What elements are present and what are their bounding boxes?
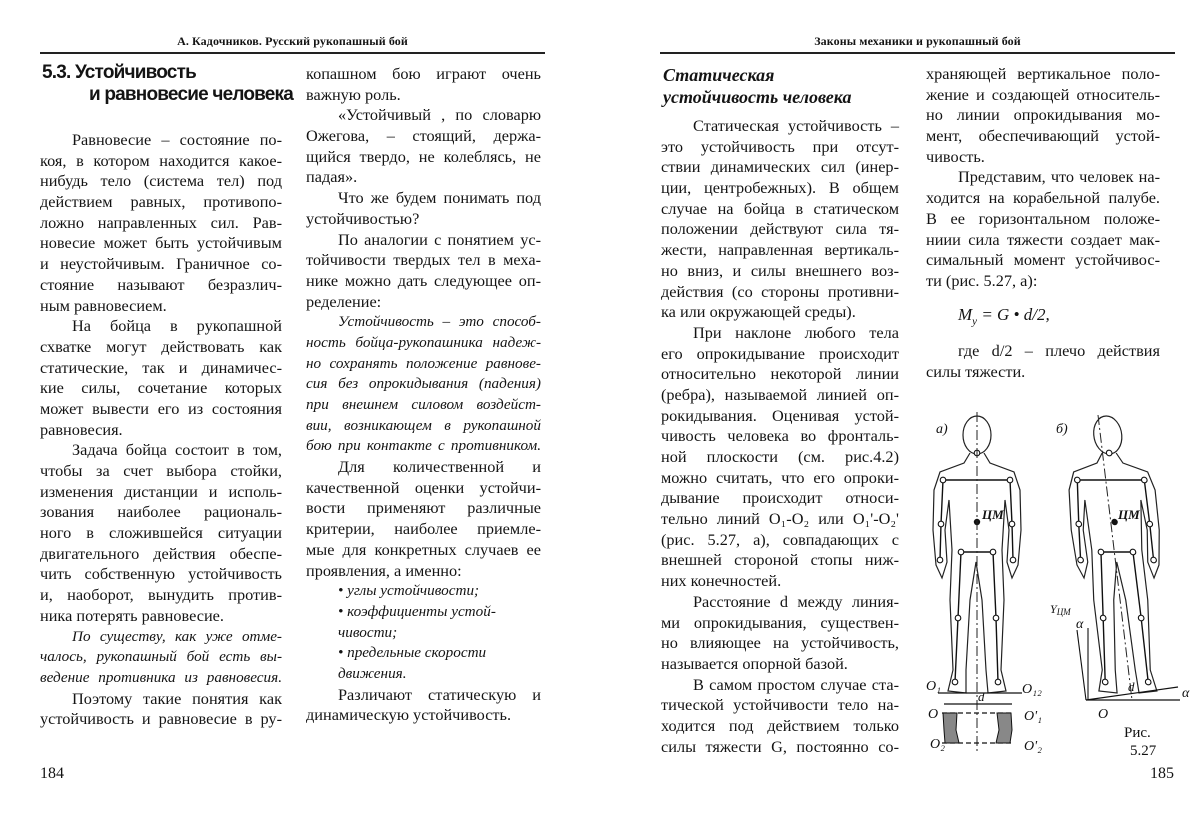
text-line: двигательного действия обеспе- — [40, 543, 282, 563]
text-column-3 — [661, 116, 899, 757]
text-line: но вниз, и силы внешнего воз- — [661, 260, 899, 280]
text-line: чить собственную устойчивость — [40, 564, 282, 584]
text-line: важную роль. — [306, 84, 401, 104]
label-d-b: d — [1128, 679, 1135, 694]
text-line: ходится на корабельной палубе. — [926, 188, 1160, 208]
text-line: движения. — [338, 664, 407, 682]
label-o1: O₁ — [926, 679, 941, 694]
header-rule-left — [40, 52, 545, 54]
text-line: них конечностей. — [661, 571, 782, 591]
text-line: • углы устойчивости; — [338, 582, 480, 600]
text-line: зования наиболее рациональ- — [40, 502, 282, 522]
text-line: критерии, наиболее приемле- — [306, 519, 541, 539]
text-column-1 — [40, 130, 282, 730]
text-line: симальный момент устойчивос- — [926, 250, 1160, 270]
text-line: но линии опрокидывания мо- — [926, 105, 1160, 125]
text-line: храняющей вертикальное поло- — [926, 64, 1160, 83]
text-line: мент, обеспечивающий устой- — [926, 126, 1160, 146]
text-line: ной плоскости (см. рис.4.2) — [661, 447, 899, 466]
text-line: В самом простом случае ста- — [693, 674, 899, 694]
text-line: • предельные скорости — [338, 644, 487, 662]
label-cm-a: ЦМ — [982, 507, 1004, 522]
label-o-b: O — [1098, 707, 1109, 722]
subsection-heading-line: Статическая — [663, 65, 775, 85]
text-line: его опрокидывание происходит — [661, 343, 899, 363]
formula-rest: = G • d/2, — [977, 305, 1050, 324]
text-line: тойчивости твердых тел в меха- — [306, 250, 541, 270]
moment-formula — [958, 305, 1050, 327]
label-o2-prime: O'₂ — [1024, 739, 1042, 754]
text-line: может вывести его из состояния — [40, 398, 282, 418]
page-number-right: 185 — [1150, 765, 1174, 782]
text-line: На бойца в рукопашной — [72, 316, 282, 336]
text-line: ложно направленных сил. Рав- — [40, 212, 282, 232]
text-column-4b — [926, 341, 1160, 382]
text-line: Различают статическую и — [338, 684, 541, 704]
text-line: и, наоборот, вынудить против- — [40, 585, 282, 605]
text-line: рокидывания. Оценивая устой- — [661, 405, 899, 425]
text-line: «Устойчивый , по словарю — [338, 105, 541, 125]
text-line: положении действуют сила тя- — [661, 219, 899, 239]
figure-caption-1: Рис. — [1124, 725, 1151, 741]
label-d-a: d — [978, 689, 985, 704]
text-line: При наклоне любого тела — [693, 322, 899, 342]
text-line: ми опрокидывания, существен- — [661, 612, 899, 632]
text-line: силы тяжести. — [926, 361, 1026, 381]
text-line: новесие может быть устойчивым — [40, 233, 282, 253]
page-number-left: 184 — [40, 765, 64, 782]
text-line: падая». — [306, 167, 358, 187]
text-line: ствии динамических сил (инер- — [661, 157, 899, 177]
label-o12: O₁₂ — [1022, 682, 1042, 697]
text-line: случае на бойца в статическом — [661, 198, 899, 218]
text-line: при внешнем силовом воздейст- — [306, 396, 541, 413]
label-b: б) — [1056, 422, 1068, 437]
text-line: проявления, а именно: — [306, 560, 462, 580]
running-header-left: А. Кадочников. Русский рукопашный бой — [177, 34, 408, 48]
text-line: жести, направленная вертикаль- — [661, 240, 899, 260]
text-line: Задача бойца состоит в том, — [72, 440, 282, 460]
text-line: дывание происходит относи- — [661, 488, 899, 508]
label-o1-prime: O'₁ — [1024, 709, 1042, 724]
label-y-sub: ЦМ — [1056, 607, 1071, 617]
text-line: Представим, что человек на- — [958, 167, 1160, 187]
figure-caption-2: 5.27 — [1130, 743, 1157, 759]
text-line: ность бойца-рукопашника надеж- — [306, 333, 541, 351]
text-line: мые для конкретных случаев ее — [306, 539, 541, 559]
figure-b-human — [1062, 416, 1172, 693]
text-line: ределение: — [306, 291, 382, 311]
subsection-heading — [663, 64, 851, 108]
label-cm-b: ЦМ — [1118, 507, 1140, 522]
text-line: жение и создающей относитель- — [926, 84, 1160, 104]
text-line: По аналогии с понятием ус- — [338, 229, 541, 249]
text-line: Для количественной и — [338, 457, 541, 477]
text-line: но влияющее на устойчивость, — [661, 633, 899, 653]
text-line: относительно некоторой линии — [661, 364, 899, 384]
text-column-4 — [926, 64, 1160, 292]
text-line: можно считать, что его опроки- — [661, 467, 899, 487]
text-line: ти (рис. 5.27, а): — [926, 270, 1038, 290]
label-o2: O₂ — [930, 737, 945, 752]
label-a: а) — [936, 422, 948, 437]
text-line: внешней стороной стопы ниж- — [661, 550, 899, 570]
figure-5-27 — [900, 400, 1200, 780]
label-alpha-right: α — [1182, 686, 1190, 701]
text-line: силы тяжести G, постоянно со- — [661, 736, 899, 756]
text-line: где d/2 – плечо действия — [958, 341, 1160, 360]
text-line: • коэффициенты устой- — [338, 602, 496, 620]
section-heading-line: 5.3. Устойчивость — [42, 62, 196, 83]
text-line: ника потерять равновесие. — [40, 605, 224, 625]
text-line: но сохранять положение равнове- — [306, 354, 541, 372]
text-line: Расстояние d между линия- — [693, 591, 899, 611]
text-line: динамическую устойчивость. — [306, 705, 512, 725]
section-heading-line: и равновесие человека — [89, 84, 294, 105]
text-line: стояние называют безразлич- — [40, 274, 282, 294]
text-line: копашном бою играют очень — [306, 64, 541, 83]
text-line: ным равновесием. — [40, 295, 167, 315]
text-line: Устойчивость – это способ- — [338, 313, 541, 331]
text-line: Что же будем понимать под — [338, 188, 541, 208]
label-y-cm — [1050, 602, 1071, 617]
text-line: ведение противника из равновесия. — [40, 668, 282, 686]
text-line: ходится под действием только — [661, 715, 899, 735]
label-y-main: Y — [1050, 602, 1057, 616]
text-line: Равновесие – состояние по- — [72, 130, 282, 149]
text-line: вости применяют различные — [306, 498, 541, 518]
text-line: равновесия. — [40, 419, 123, 439]
text-line: ции, центробежных). В общем — [661, 178, 899, 198]
text-line: По существу, как уже отме- — [72, 627, 282, 645]
label-alpha-top: α — [1076, 617, 1084, 632]
text-line: Ожегова, – стоящий, держа- — [306, 126, 541, 146]
text-line: нике можно дать следующее оп- — [306, 270, 541, 290]
text-line: чивости; — [338, 623, 398, 641]
text-line: В ее горизонтальном положе- — [926, 208, 1160, 228]
text-line: и неустойчивым. Граничное со- — [40, 254, 282, 274]
text-line: сия без опрокидывания (падения) — [306, 375, 541, 393]
text-line: Поэтому такие понятия как — [72, 688, 282, 708]
text-line: Статическая устойчивость – — [693, 116, 899, 135]
text-line: (рис. 5.27, а), совпадающих с — [661, 529, 899, 549]
text-column-2 — [306, 64, 541, 726]
formula-main: M — [958, 305, 973, 324]
text-line: чивость человека во фронталь- — [661, 426, 899, 446]
text-line: (ребра), называемой линией оп- — [661, 384, 899, 404]
text-line: чивость. — [926, 146, 985, 166]
text-line: устойчивостью? — [306, 208, 420, 228]
text-line: устойчивость и равновесие в ру- — [40, 709, 282, 729]
text-line: ниии сила тяжести создает мак- — [926, 229, 1160, 249]
running-header-right: Законы механики и рукопашный бой — [814, 34, 1021, 48]
text-line: щийся твердо, не колеблясь, не — [306, 146, 541, 166]
text-line: изменения дистанции и исполь- — [40, 481, 282, 501]
text-line: называется опорной базой. — [661, 653, 848, 673]
text-line: ного в сложившейся ситуации — [40, 523, 282, 543]
subsection-heading-line: устойчивость человека — [663, 87, 852, 107]
text-line: ка или окружающей среды). — [661, 302, 856, 322]
text-line: чтобы за счет выбора стойки, — [40, 461, 282, 480]
text-line: это устойчивость при отсут- — [661, 136, 899, 156]
text-line: нибудь тело (система тел) под — [40, 171, 282, 191]
text-line: чалось, рукопашный бой есть вы- — [40, 648, 282, 666]
text-line: действием равных, противопо- — [40, 192, 282, 212]
text-line: статические, так и динамичес- — [40, 357, 282, 377]
text-line: схватке могут действовать как — [40, 336, 282, 356]
label-o: O — [928, 707, 939, 722]
text-line: бою при контакте с противником. — [306, 437, 541, 455]
text-line: вии, возникающем в рукопашной — [306, 416, 541, 434]
section-heading — [42, 62, 293, 106]
text-line: коя, в котором находится какое- — [40, 150, 282, 170]
header-rule-right — [660, 52, 1175, 54]
text-line: качественной оценки устойчи- — [306, 477, 541, 497]
text-line: кие силы, сочетание которых — [40, 378, 282, 398]
text-line: тической устойчивости тело на- — [661, 695, 899, 715]
formula-sub: y — [972, 315, 978, 328]
text-line: тельно линий O₁-O₂ или O₁'-O₂' — [661, 509, 899, 529]
text-line: действия (со стороны противни- — [661, 281, 899, 301]
